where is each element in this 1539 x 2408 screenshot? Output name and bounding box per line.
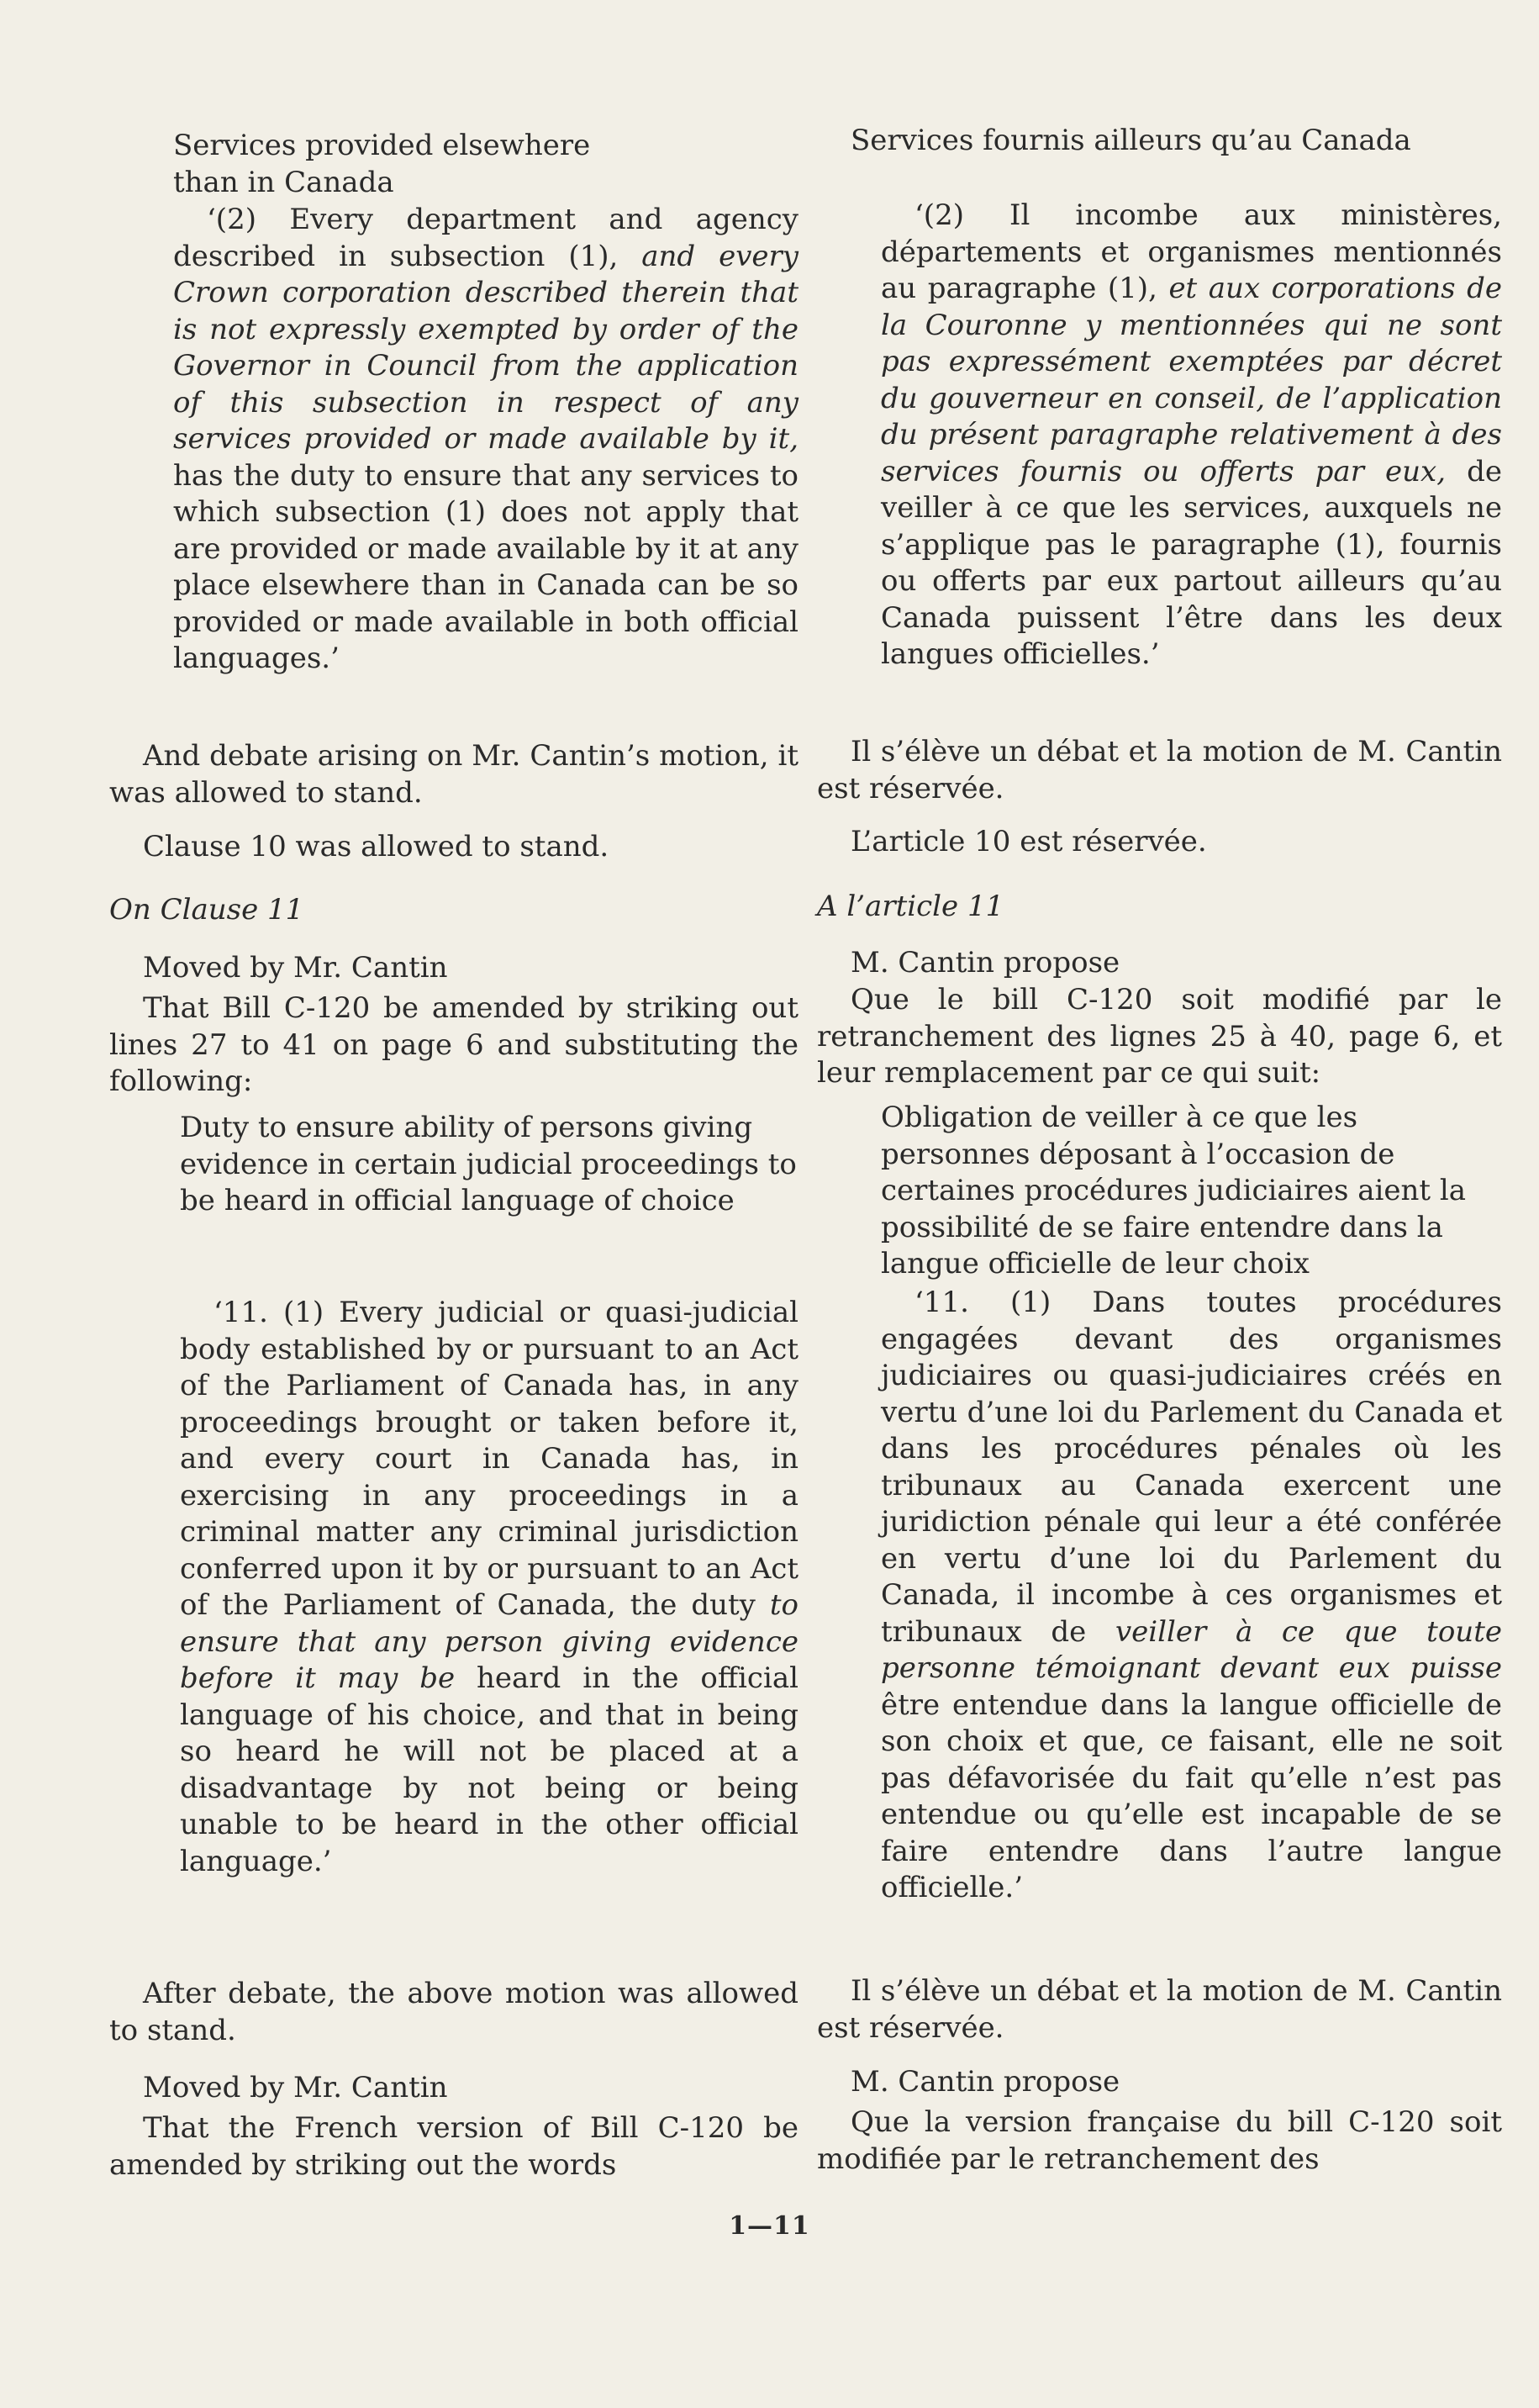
moved-by-2-en: Moved by Mr. Cantin [143,2071,448,2104]
clause11-fr-b: veiller à ce que toute personne témoignant devant eux puisse [881,1614,1502,1685]
services-heading-en [109,128,798,201]
subsection-2-fr [817,198,1502,673]
clause11-fr-a: ‘11. (1) Dans toutes procédures engagées devant des organismes judiciaires ou quasi-judiciaires créés en vertu d’une loi du Parlement du Canada et dans les procédures pénales où les tribunaux au Canada exercent une juridiction pénale qui leur a été conférée en vertu d’une loi du Parlement du Canada, il incombe à ces organismes et tribunaux de [881,1286,1502,1649]
on-clause-11-en: On Clause 11 [109,893,304,927]
duty-heading-fr: Obligation de veiller à ce que les personnes déposant à l’occasion de certaines procédures judiciaires aient la possibilité de se faire entendre dans la langue officielle de leur choix [881,1101,1466,1281]
clause-11-fr [817,1285,1502,1907]
services-heading-fr: Services fournis ailleurs qu’au Canada [851,124,1411,157]
clause11-en-c: heard in the official language of his choice, and that in being so heard he will not be placed at a disadvantage by not being or being unable to be heard in the other official language.’ [180,1661,798,1878]
debate-clause10-fr: Il s’élève un débat et la motion de M. Cantin est réservée. [817,735,1502,805]
motion-1-en: That Bill C-120 be amended by striking out lines 27 to 41 on page 6 and substituting the following: [109,991,798,1098]
services-heading-en-line1: Services provided elsewhere [173,129,591,162]
sub2-en-c: has the duty to ensure that any services to which subsection (1) does not apply that are provided or made available by it at any place elsewhere than in Canada can be so provided or made available in both official languages.’ [173,458,798,675]
moved-by-1-en: Moved by Mr. Cantin [143,951,448,985]
services-heading-en-line2: than in Canada [173,165,394,199]
after-debate-en: After debate, the above motion was allowed to stand. [109,1977,798,2047]
page-number: 1—11 [729,2211,810,2241]
clause11-en-a: ‘11. (1) Every judicial or quasi-judicial body established by or pursuant to an Act of the Parliament of Canada has, in any proceedings brought or taken before it, and every court in Canada has, in exercising in any proceedings in a criminal matter any criminal jurisdiction conferred upon it by or pursuant to an Act of the Parliament of Canada, the duty [180,1296,798,1622]
moved-by-2-fr: M. Cantin propose [851,2065,1120,2099]
debate-clause10-en: And debate arising on Mr. Cantin’s motion, it was allowed to stand. [109,739,798,810]
moved-by-1-fr: M. Cantin propose [851,946,1120,980]
on-clause-11-fr: A l’article 11 [817,890,1004,923]
clause11-fr-c: être entendue dans la langue officielle de son choix et que, ce faisant, elle ne soit pas défavorisée du fait qu’elle n’est pas entendue ou qu’elle est incapable de se faire entendre dans l’autre langue officielle.’ [881,1687,1502,1904]
clause-11-en [109,1295,798,1880]
motion-1-fr: Que le bill C-120 soit modifié par le retranchement des lignes 25 à 40, page 6, et leur remplacement par ce qui suit: [817,983,1502,1090]
sub2-en-b: and every Crown corporation described therein that is not expressly exempted by order of the Governor in Council from the application of this subsection in respect of any services provided or made available by it, [173,239,799,456]
motion-2-en: That the French version of Bill C-120 be amended by striking out the words [109,2111,798,2182]
clause10-stand-en: Clause 10 was allowed to stand. [143,830,609,863]
sub2-en-a: ‘(2) Every department and agency described in subsection (1), [173,203,798,273]
motion-2-fr: Que la version française du bill C-120 soit modifiée par le retranchement des [817,2105,1502,2176]
duty-heading-en: Duty to ensure ability of persons giving evidence in certain judicial proceedings to be heard in official language of choice [180,1111,797,1217]
sub2-fr-c: de veiller à ce que les services, auxquels ne s’applique pas le paragraphe (1), fournis ou offerts par eux partout ailleurs qu’au Canada puissent l’être dans les deux langues officielles.’ [881,454,1502,671]
sub2-fr-b: et aux corporations de la Couronne y mentionnées qui ne sont pas expressément exemptées par décret du gouverneur en conseil, de l’application du présent paragraphe relativement à des services fournis ou offerts par eux, [881,272,1502,488]
after-debate-fr: Il s’élève un débat et la motion de M. Cantin est réservée. [817,1974,1502,2045]
sub2-fr-a: ‘(2) Il incombe aux ministères, départements et organismes mentionnés au paragraphe (1), [881,198,1502,305]
clause10-stand-fr: L’article 10 est réservée. [851,825,1207,858]
clause11-en-b: to ensure that any person giving evidence before it may be [180,1588,798,1695]
subsection-2-en [109,202,798,678]
